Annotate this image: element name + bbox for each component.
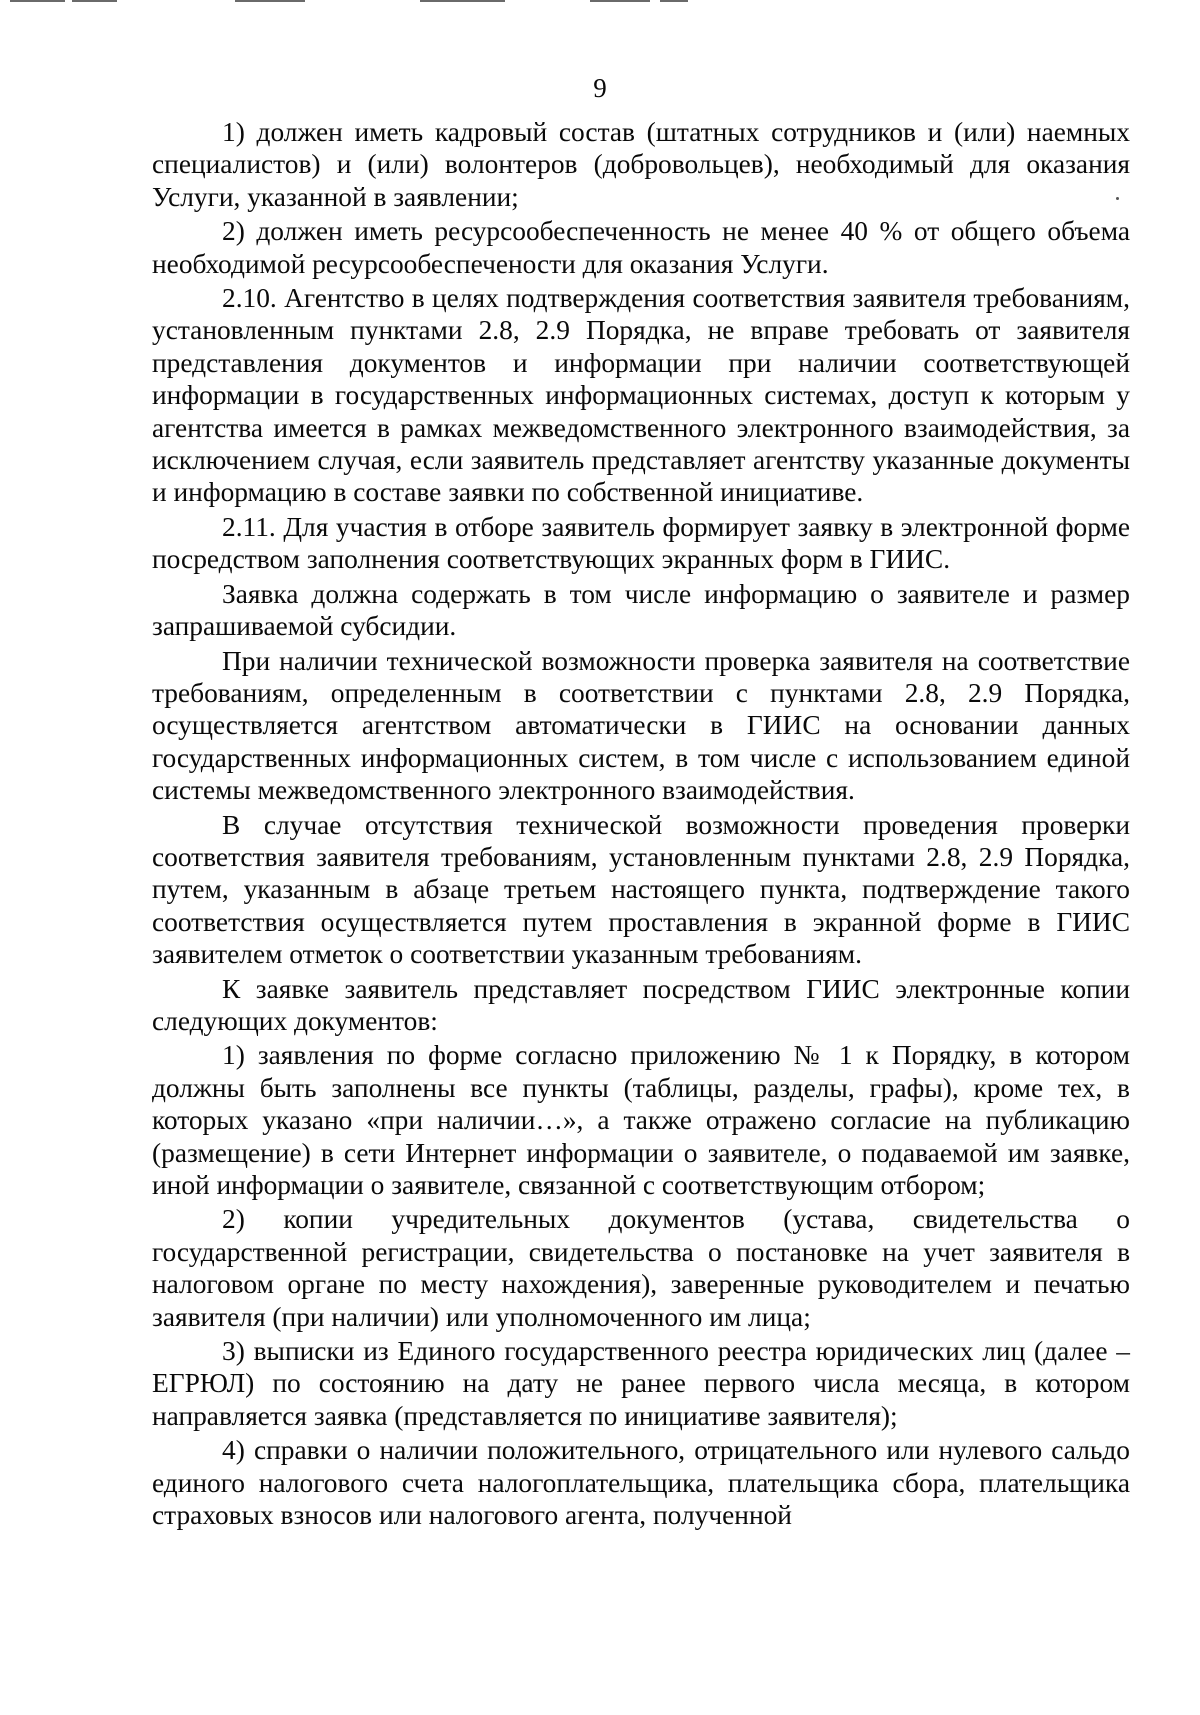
clause-2-11: 2.11. Для участия в отборе заявитель формирует заявку в электронной форме посредством заполнения соответствующих экранных форм в ГИИС. — [152, 511, 1130, 575]
paragraph-application-content: Заявка должна содержать в том числе информацию о заявителе и размер запрашиваемой субсидии. — [152, 578, 1130, 642]
paragraph-manual-check: В случае отсутствия технической возможности проведения проверки соответствия заявителя требованиям, установленным пунктами 2.8, 2.9 Порядка, путем, указанным в абзаце третьем настоящего пункта, подтверждение такого соответствия осуществляется путем проставления в экранной форме в ГИИС заявителем отметок о соответствии указанным требованиям. — [152, 809, 1130, 970]
scan-edge-mark — [660, 0, 688, 2]
scan-edge-mark — [420, 0, 505, 2]
page-number: 9 — [593, 73, 607, 103]
paragraph-documents-intro: К заявке заявитель представляет посредством ГИИС электронные копии следующих документов: — [152, 973, 1130, 1036]
list-item-egrul-extract: 3) выписки из Единого государственного реестра юридических лиц (далее – ЕГРЮЛ) по состоянию на дату не ранее первого числа месяца, в котором направляется заявка (представляется по инициативе заявителя); — [152, 1336, 1130, 1431]
list-item-application-form: 1) заявления по форме согласно приложению № 1 к Порядку, в котором должны быть заполнены все пункты (таблицы, разделы, графы), кроме тех, в которых указано «при наличии…», а также отражено согласие на публикацию (размещение) в сети Интернет информации о заявителе, о подаваемой им заявке, иной информации о заявителе, связанной с соответствующим отбором; — [152, 1040, 1130, 1200]
paragraph-automatic-check: При наличии технической возможности проверка заявителя на соответствие требованиям, определенным в соответствии с пунктами 2.8, 2.9 Порядка, осуществляется агентством автоматически в ГИИС на основании данных государственных информационных систем, в том числе с использованием единой системы межведомственного электронного взаимодействия. — [152, 645, 1130, 806]
body-text — [152, 116, 1130, 1533]
scan-edge-mark — [72, 0, 117, 2]
scan-edge-mark — [590, 0, 650, 2]
list-item-staff: 1) должен иметь кадровый состав (штатных сотрудников и (или) наемных специалистов) и (или) волонтеров (добровольцев), необходимый для оказания Услуги, указанной в заявлении; — [152, 117, 1130, 212]
clause-2-10: 2.10. Агентство в целях подтверждения соответствия заявителя требованиям, установленным пунктами 2.8, 2.9 Порядка, не вправе требовать от заявителя представления документов и информации при наличии соответствующей информации в государственных информационных системах, доступ к которым у агентства имеется в рамках межведомственного электронного взаимодействия, за исключением случая, если заявитель представляет агентству указанные документы и информацию в составе заявки по собственной инициативе. — [152, 283, 1130, 508]
list-item-charter-copies: 2) копии учредительных документов (устава, свидетельства о государственной регистрации, свидетельства о постановке на учет заявителя в налоговом органе по месту нахождения), заверенные руководителем и печатью заявителя (при наличии) или уполномоченного им лица; — [152, 1204, 1130, 1332]
scan-edge-mark — [235, 0, 305, 2]
scan-edge-mark — [10, 0, 65, 2]
list-item-resources: 2) должен иметь ресурсообеспеченность не менее 40 % от общего объема необходимой ресурсообеспечености для оказания Услуги. — [152, 216, 1130, 279]
list-item-tax-certificate: 4) справки о наличии положительного, отрицательного или нулевого сальдо единого налогового счета налогоплательщика, плательщика сбора, плательщика страховых взносов или налогового агента, полученной — [152, 1435, 1130, 1531]
